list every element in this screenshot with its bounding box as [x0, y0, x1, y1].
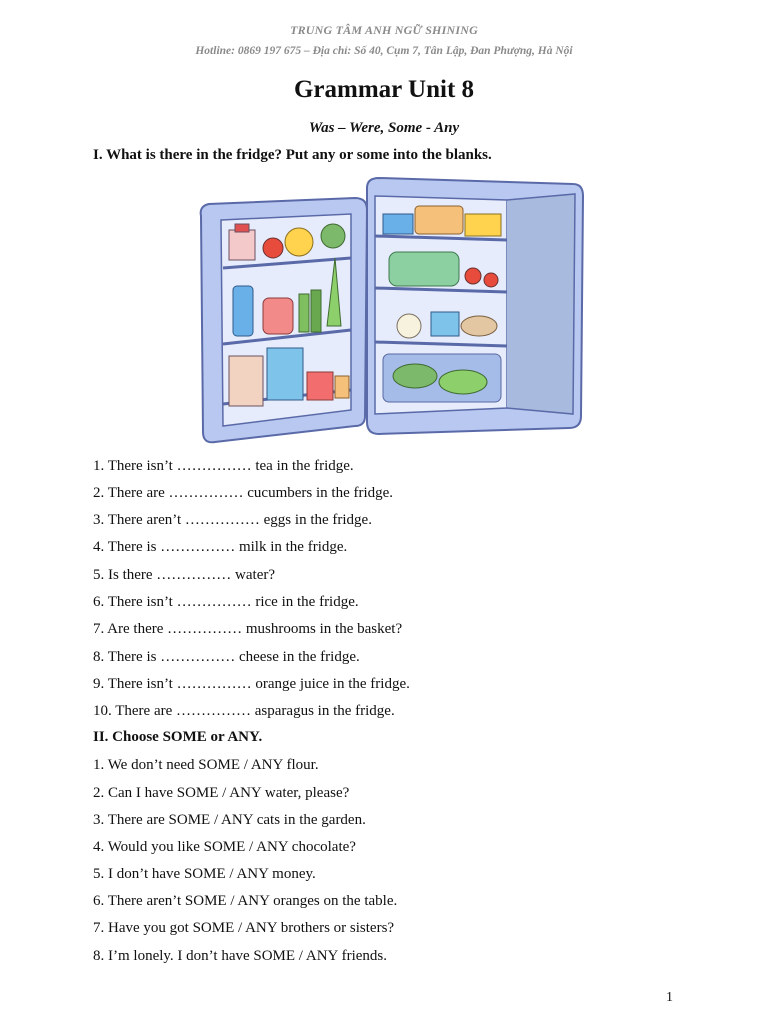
exercise-item: 4. There is …………… milk in the fridge. — [93, 539, 348, 555]
exercise-item: 1. We don’t need SOME / ANY flour. — [93, 757, 319, 773]
exercise-item: 2. Can I have SOME / ANY water, please? — [93, 785, 350, 801]
exercise-item: 8. I’m lonely. I don’t have SOME / ANY friends. — [93, 948, 387, 964]
page-number: 1 — [666, 990, 673, 1005]
exercise-item: 4. Would you like SOME / ANY chocolate? — [93, 839, 356, 855]
exercise-item: 10. There are …………… asparagus in the fridge. — [93, 703, 395, 719]
exercise-item: 1. There isn’t …………… tea in the fridge. — [93, 458, 354, 474]
page-subtitle: Was – Were, Some - Any — [308, 120, 460, 136]
school-name: TRUNG TÂM ANH NGỮ SHINING — [290, 23, 478, 37]
exercise-item: 7. Have you got SOME / ANY brothers or sisters? — [93, 920, 395, 936]
open-fridge-illustration — [195, 176, 585, 448]
exercise-item: 8. There is …………… cheese in the fridge. — [93, 649, 360, 665]
section-2-heading: II. Choose SOME or ANY. — [93, 729, 263, 745]
exercise-item: 5. I don’t have SOME / ANY money. — [93, 866, 316, 882]
exercise-item: 5. Is there …………… water? — [93, 567, 276, 583]
exercise-item: 9. There isn’t …………… orange juice in the fridge. — [93, 676, 410, 692]
exercise-item: 3. There are SOME / ANY cats in the garden. — [93, 812, 366, 828]
exercise-item: 2. There are …………… cucumbers in the fridge. — [93, 485, 394, 501]
page-title: Grammar Unit 8 — [293, 76, 475, 103]
contact-line: Hotline: 0869 197 675 – Địa chỉ: Số 40, Cụm 7, Tân Lập, Đan Phượng, Hà Nội — [195, 45, 573, 57]
exercise-item: 6. There isn’t …………… rice in the fridge. — [93, 594, 359, 610]
exercise-item: 6. There aren’t SOME / ANY oranges on the table. — [93, 893, 398, 909]
exercise-item: 7. Are there …………… mushrooms in the basket? — [93, 621, 403, 637]
section-1-heading: I. What is there in the fridge? Put any or some into the blanks. — [93, 147, 492, 163]
exercise-item: 3. There aren’t …………… eggs in the fridge. — [93, 512, 372, 528]
